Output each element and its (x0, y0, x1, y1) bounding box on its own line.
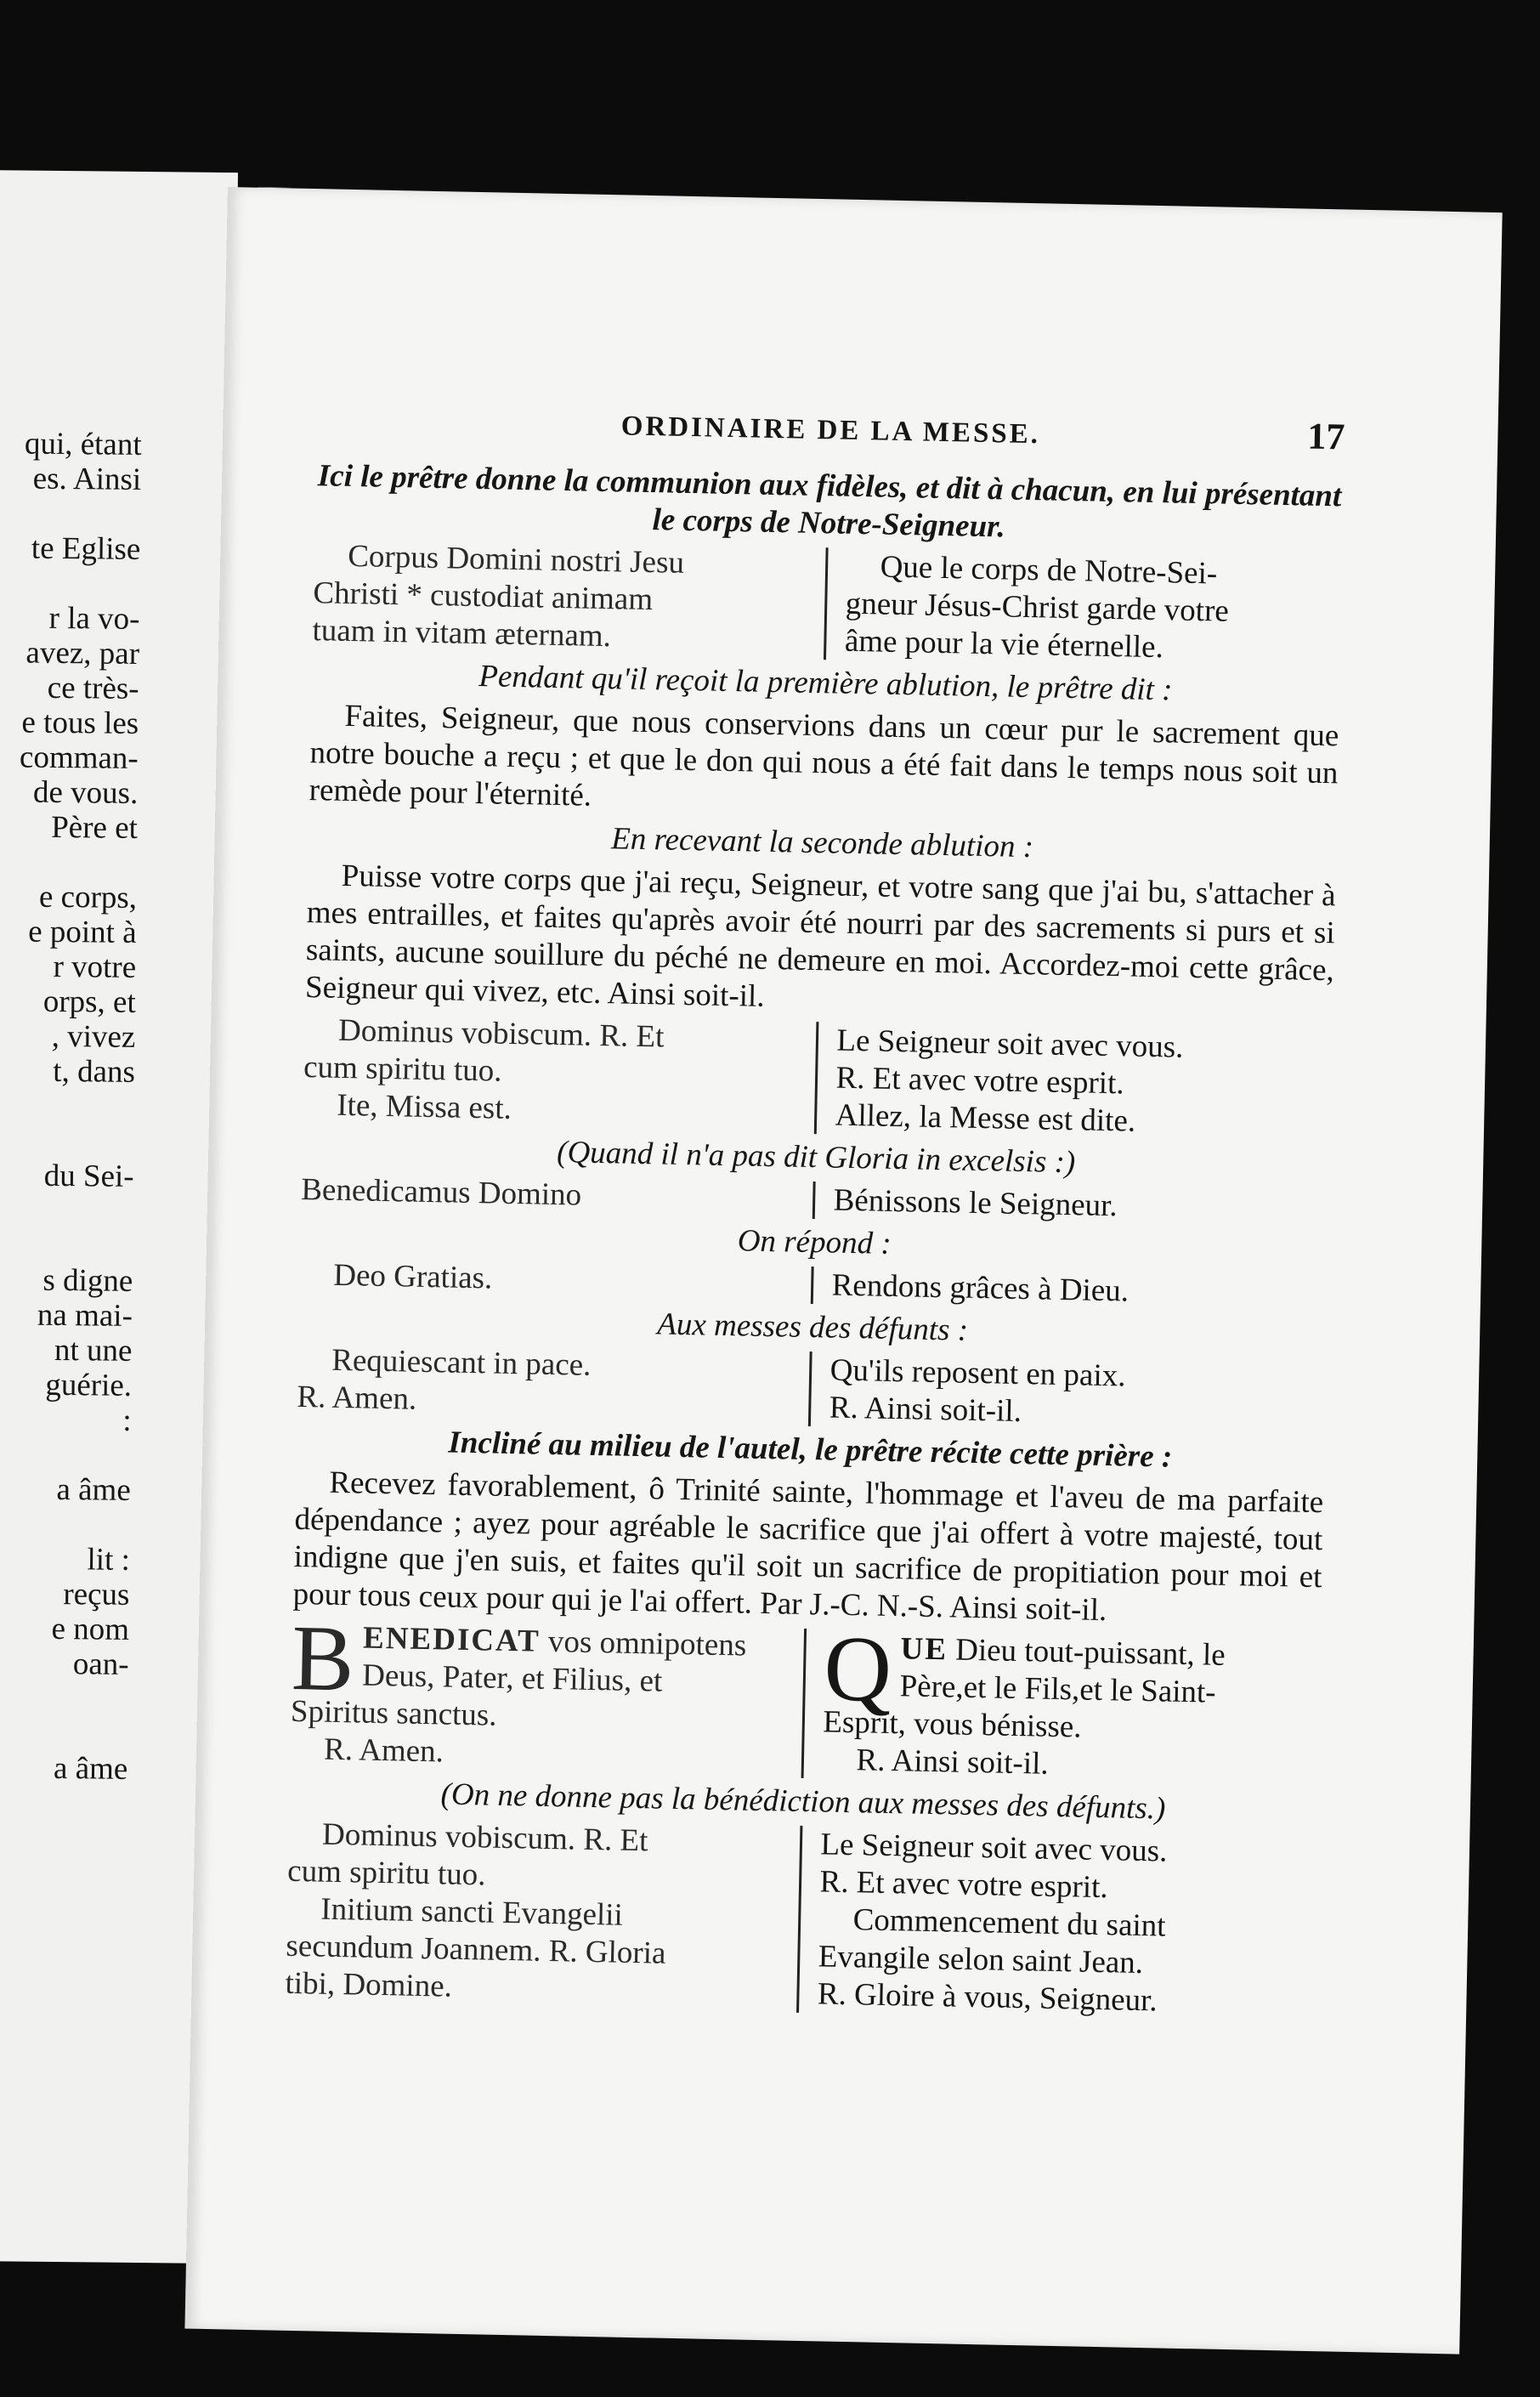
prayer-trinite: Recevez favorablement, ô Trinité sainte, l'hommage et l'aveu de ma parfaite dépendance ; ayez pour agréable le sacrifice que j'ai offert à votre majesté, tout indigne que j'en suis, et faites qu'il soit un sacrifice de propitiation pour moi et pour tous ceux pour qui je l'ai offert. Par J.-C. N.-S. Ainsi soit-il. (292, 1465, 1324, 1629)
previous-page-line: na mai- (37, 1297, 133, 1334)
french-line: Allez, la Messe est dite. (835, 1097, 1136, 1139)
french-line: Bénissons le Seigneur. (833, 1182, 1118, 1224)
page-number: 17 (1306, 415, 1345, 458)
page-content (285, 401, 1345, 2028)
french-line: Que le corps de Notre-Sei- (880, 549, 1218, 592)
french-line: Le Seigneur soit avec vous. (836, 1023, 1184, 1065)
latin-line: Christi * custodiat animam (313, 575, 654, 618)
benedicat-caps: ENEDICAT (362, 1620, 541, 1659)
corpus-latin (312, 537, 828, 660)
latin-line: cum spiritu tuo. (303, 1050, 502, 1089)
previous-page-line: r la vo- (48, 600, 140, 637)
rubric-first-ablution: Pendant qu'il reçoit la première ablution, le prêtre dit : (478, 659, 1173, 708)
latin-line: Benedicamus Domino (300, 1171, 582, 1213)
benedicat-block (290, 1605, 1321, 1788)
benedicat-latin (290, 1605, 807, 1778)
corpus-domini-block (312, 537, 1342, 670)
drop-cap-q: Q (823, 1616, 893, 1722)
previous-page-line: du Sei- (43, 1158, 134, 1194)
latin-line: Initium sancti Evangelii (320, 1891, 624, 1933)
french-line: Dieu tout-puissant, le (947, 1632, 1226, 1673)
previous-page-line: a âme (56, 1471, 131, 1508)
requiescant-latin (297, 1341, 812, 1426)
last-gospel-block (285, 1816, 1316, 2023)
latin-line: Deo Gratias. (332, 1257, 493, 1296)
dominus-latin (303, 1012, 818, 1134)
previous-page-line: e tous les (21, 705, 139, 741)
previous-page-line: orps, et (42, 983, 136, 1020)
previous-page-line: nt une (54, 1332, 133, 1368)
latin-line: Spiritus sanctus. (290, 1693, 497, 1733)
previous-page-line: te Eglise (31, 530, 141, 567)
latin-line: Requiescant in pace. (331, 1342, 592, 1383)
prayer-second-ablution: Puisse votre corps que j'ai reçu, Seigneur, et votre sang que j'ai bu, s'attacher à mes entrailles, et faites qu'après avoir été nourri par des sacrements si purs et si saints, aucune souillure du péché ne demeure en moi. Accordez-moi cette grâce, Seigneur qui vivez, etc. Ainsi soit-il. (304, 858, 1336, 1014)
previous-page-line: oan- (72, 1646, 129, 1682)
previous-page-line: qui, étant (24, 426, 142, 462)
latin-line: Dominus vobiscum. R. Et (321, 1816, 648, 1859)
latin-line: R. Amen. (297, 1379, 417, 1417)
requiescant-french (810, 1352, 1326, 1436)
previous-page-text (0, 170, 238, 1787)
french-line: Qu'ils reposent en paix. (829, 1352, 1126, 1394)
previous-page-line: t, dans (53, 1053, 136, 1090)
latin-line: tibi, Domine. (285, 1965, 453, 2004)
rubric-benediction: (On ne donne pas la bénédiction aux messes des défunts.) (440, 1776, 1166, 1827)
rubric-defunts: Aux messes des défunts : (656, 1306, 969, 1348)
requiescant-block (297, 1341, 1327, 1436)
que-caps: UE (900, 1631, 948, 1668)
running-head: ORDINAIRE DE LA MESSE. (620, 411, 1041, 450)
previous-page-line (0, 1122, 143, 1124)
previous-page-line: guérie. (45, 1367, 133, 1403)
latin-line: Ite, Missa est. (336, 1087, 512, 1126)
latin-line: vos omnipotens (540, 1624, 747, 1663)
rubric-gloria: (Quand il n'a pas dit Gloria in excelsis :) (556, 1135, 1076, 1181)
previous-page-line: r votre (53, 949, 137, 985)
rubric-on-repond: On répond : (737, 1223, 892, 1261)
previous-page-line: : (122, 1402, 132, 1438)
latin-line: Corpus Domini nostri Jesu (347, 538, 685, 581)
benedicamus-french (814, 1182, 1329, 1229)
dominus-vobiscum-block (303, 1012, 1333, 1144)
french-line: R. Ainsi soit-il. (856, 1742, 1050, 1782)
previous-page-line: lit : (87, 1542, 131, 1578)
previous-page-line: Père et (50, 809, 139, 846)
french-line: Evangile selon saint Jean. (818, 1939, 1144, 1981)
french-line: R. Et avec votre esprit. (835, 1060, 1125, 1102)
rubric-second-ablution: En recevant la seconde ablution : (610, 821, 1034, 865)
dominus-french (816, 1022, 1333, 1144)
latin-line: tuam in vitam æternam. (312, 613, 612, 654)
previous-page-line: a âme (53, 1750, 128, 1787)
latin-line: R. Amen. (323, 1731, 444, 1770)
previous-page-line: e corps, (38, 879, 138, 915)
french-line: R. Gloire à vous, Seigneur. (817, 1976, 1158, 2019)
rubric-communion: Ici le prêtre donne la communion aux fidèles, et dit à chacun, en lui présentant le corps de Notre-Seigneur. (317, 458, 1342, 545)
drop-cap-b: B (291, 1605, 355, 1711)
previous-page-line (0, 1227, 142, 1228)
latin-line: Deus, Pater, et Filius, et (361, 1658, 663, 1699)
french-line: gneur Jésus-Christ garde votre (845, 586, 1230, 629)
french-line: R. Et avec votre esprit. (819, 1864, 1109, 1906)
latin-line: secundum Joannem. R. Gloria (286, 1928, 666, 1971)
deo-gratias-latin (299, 1256, 813, 1304)
french-line: Rendons grâces à Dieu. (831, 1267, 1130, 1309)
previous-page-line: s digne (42, 1262, 133, 1299)
previous-page-line (0, 1714, 137, 1716)
rubric-incline: Incliné au milieu de l'autel, le prêtre récite cette prière : (448, 1425, 1173, 1475)
previous-page-line: reçus (63, 1577, 130, 1612)
latin-line: cum spiritu tuo. (286, 1853, 486, 1893)
benedicat-french (803, 1616, 1321, 1788)
last-gospel-french (799, 1826, 1317, 2023)
french-line: Père,et le Fils,et le Saint- (899, 1669, 1217, 1710)
previous-page-line: e nom (51, 1611, 130, 1647)
previous-page-line: es. Ainsi (32, 461, 142, 497)
previous-page-line: ce très- (47, 670, 139, 706)
french-line: Commencement du saint (852, 1902, 1166, 1944)
corpus-french (825, 547, 1342, 670)
current-page (184, 187, 1502, 2354)
previous-page-line: avez, par (25, 635, 140, 672)
previous-page-line: de vous. (32, 774, 139, 811)
previous-page-line: e point à (27, 914, 137, 950)
french-line: âme pour la vie éternelle. (844, 623, 1164, 666)
last-gospel-latin (285, 1816, 802, 2013)
previous-page-line: comman- (19, 740, 139, 776)
benedicamus-latin (301, 1171, 815, 1219)
deo-gratias-french (812, 1266, 1328, 1314)
french-line: Esprit, vous bénisse. (822, 1704, 1082, 1745)
latin-line: Dominus vobiscum. R. Et (337, 1012, 665, 1055)
previous-page-line: , vivez (51, 1018, 136, 1055)
prayer-first-ablution: Faites, Seigneur, que nous conservions dans un cœur pur le sacrement que notre bouche a reçu ; et que le don qui nous a été fait dans le temps nous soit un remède pour l'éternité. (309, 698, 1339, 813)
french-line: R. Ainsi soit-il. (829, 1390, 1022, 1430)
french-line: Le Seigneur soit avec vous. (820, 1827, 1168, 1869)
